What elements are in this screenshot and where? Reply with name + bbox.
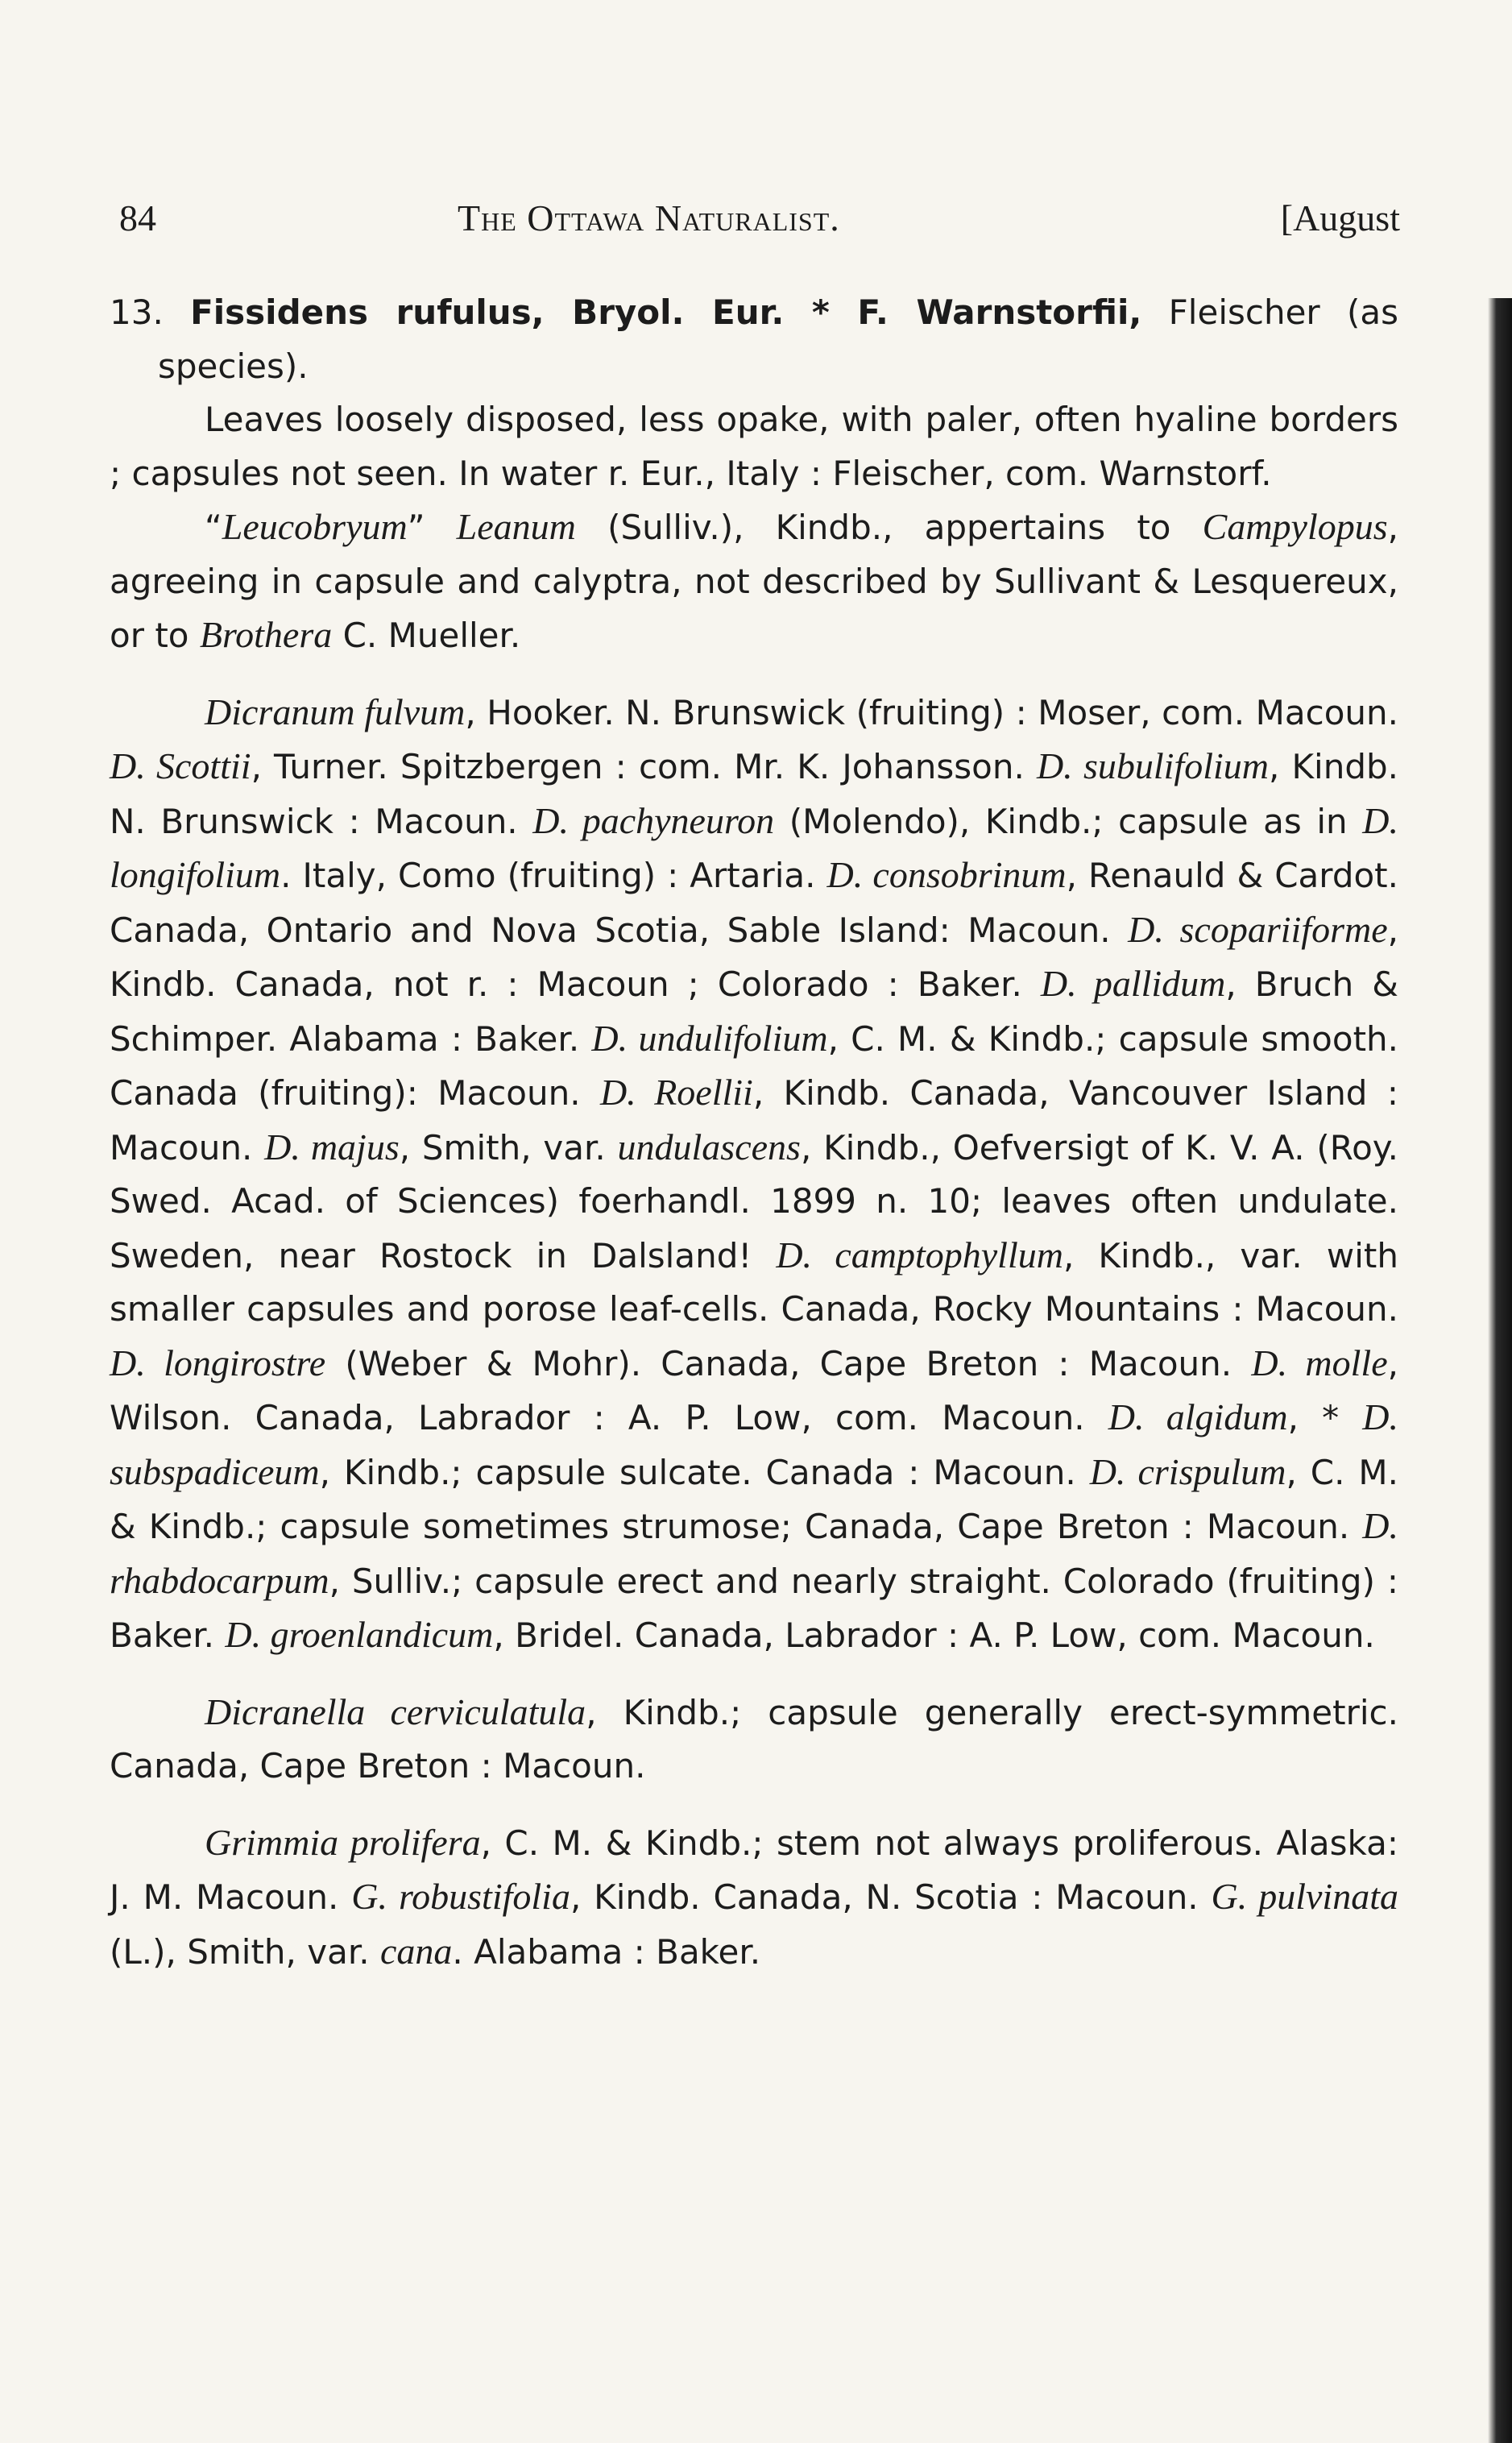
species-name: Fissidens rufulus, Bryol. Eur. * F. Warnstorfii, [190,292,1142,332]
issue-month: [August [1280,197,1400,238]
running-header [119,197,1400,261]
entry-grimmia: Grimmia prolifera, C. M. & Kindb.; stem not always proliferous. Alaska: J. M. Macoun. G. robustifolia, Kindb. Canada, N. Scotia : Macoun. G. pulvinata (L.), Smith, var. cana. Alabama : Baker. [110,1821,1398,1972]
entry-fissidens-description: Leaves loosely disposed, less opake, with paler, often hyaline borders ; capsules not seen. In water r. Eur., Italy : Fleischer, com. Warnstorf. [110,400,1398,493]
page-number: 84 [119,197,156,238]
entry-dicranella: Dicranella cerviculatula, Kindb.; capsule generally erect-symmetric. Canada, Cape Breton : Macoun. [110,1690,1398,1786]
journal-title: The Ottawa Naturalist. [458,197,840,238]
entry-dicranum: Dicranum fulvum, Hooker. N. Brunswick (fruiting) : Moser, com. Macoun. D. Scottii, Turner. Spitzbergen : com. Mr. K. Johansson. D. subulifolium, Kindb. N. Brunswick : Macoun. D. pachyneuron (Molendo), Kindb.; capsule as in D. longifolium. Italy, Como (fruiting) : Artaria. D. consobrinum, Renauld & Cardot. Canada, Ontario and Nova Scotia, Sable Island: Macoun. D. scopariiforme, Kindb. Canada, not r. : Macoun ; Colorado : Baker. D. pallidum, Bruch & Schimper. Alabama : Baker. D. undulifolium, C. M. & Kindb.; capsule smooth. Canada (fruiting): Macoun. D. Roellii, Kindb. Canada, Vancouver Island : Macoun. D. majus, Smith, var. undulascens, Kindb., Oefversigt of K. V. A. (Roy. Swed. Acad. of Sciences) foerhandl. 1899 n. 10; leaves often undulate. Sweden, near Rostock in Dalsland! D. camptophyllum, Kindb., var. with smaller capsules and porose leaf-cells. Canada, Rocky Mountains : Macoun. D. longirostre (Weber & Mohr). Canada, Cape Breton : Macoun. D. molle, Wilson. Canada, Labrador : A. P. Low, com. Macoun. D. algidum, * D. subspadiceum, Kindb.; capsule sulcate. Canada : Macoun. D. crispulum, C. M. & Kindb.; capsule sometimes strumose; Canada, Cape Breton : Macoun. D. rhabdocarpum, Sulliv.; capsule erect and nearly straight. Colorado (fruiting) : Baker. D. groenlandicum, Bridel. Canada, Labrador : A. P. Low, com. Macoun. [110,691,1399,1655]
scan-edge-shadow [1488,298,1512,2443]
entry-fissidens: 13. Fissidens rufulus, Bryol. Eur. * F. Warnstorfii, Fleischer (as species). [110,292,1398,386]
entry-leucobryum: “Leucobryum” Leanum (Sulliv.), Kindb., appertains to Campylopus, agreeing in capsule and calyptra, not described by Sullivant & Lesquereux, or to Brothera C. Mueller. [110,506,1399,655]
article-body [110,286,1398,1979]
